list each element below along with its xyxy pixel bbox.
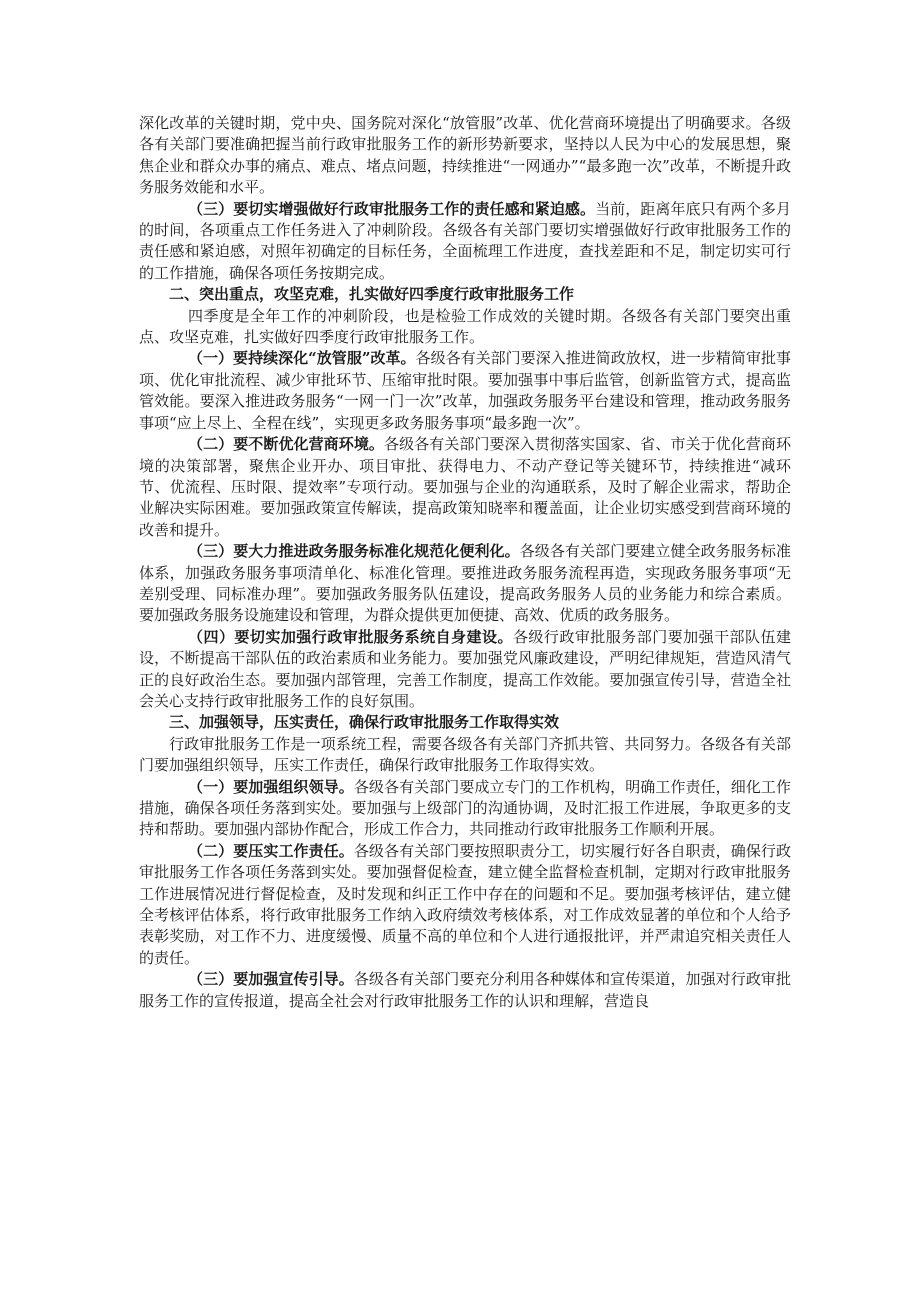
paragraph-5: [139, 434, 791, 541]
paragraph-7: [139, 627, 791, 713]
heading-text: 二、突出重点，攻坚克难，扎实做好四季度行政审批服务工作: [169, 285, 575, 304]
paragraph-text: 各级各有关部门要深入贯彻落实国家、省、市关于优化营商环境的决策部署，聚焦企业开办、项目审批、获得电力、不动产登记等关键环节，持续推进“减环节、优流程、压时限、提效率”专项行动。要加强与企业的沟通联系，及时了解企业需求，帮助企业解决实际困难。要加强政策宣传解读，提高政策知晓率和覆盖面，让企业切实感受到营商环境的改善和提升。: [139, 435, 791, 539]
paragraph-lead: （一）要加强组织领导。: [188, 777, 354, 796]
paragraph-lead: （二）要压实工作责任。: [188, 841, 354, 860]
heading-text: 三、加强领导，压实责任，确保行政审批服务工作取得实效: [169, 713, 560, 732]
paragraph-8: [139, 734, 791, 777]
paragraph-2: [139, 199, 791, 285]
paragraph-text: 各级各有关部门要建立健全政务服务标准体系，加强政务服务事项清单化、标准化管理。要推进政务服务流程再造，实现政务服务事项“无差别受理、同标准办理”。要加强政务服务队伍建设，提高政务服务人员的业务能力和综合素质。要加强政务服务设施建设和管理，为群众提供更加便捷、高效、优质的政务服务。: [139, 542, 791, 625]
paragraph-lead: （三）要加强宣传引导。: [188, 970, 354, 989]
section-heading-2: [139, 284, 791, 305]
paragraph-lead: （三）要大力推进政务服务标准化规范化便利化。: [188, 542, 520, 561]
paragraph-1: [139, 113, 791, 199]
paragraph-lead: （四）要切实加强行政审批服务系统自身建设。: [188, 627, 513, 646]
paragraph-lead: （二）要不断优化营商环境。: [188, 435, 384, 454]
paragraph-11: [139, 969, 791, 1012]
paragraph-text: 各级各有关部门要成立专门的工作机构，明确工作责任，细化工作措施，确保各项任务落到实处。要加强与上级部门的沟通协调，及时汇报工作进展，争取更多的支持和帮助。要加强内部协作配合，形成工作合力，共同推动行政审批服务工作顺利开展。: [139, 777, 791, 839]
paragraph-lead: （一）要持续深化“放管服”改革。: [188, 349, 416, 368]
paragraph-10: [139, 841, 791, 969]
paragraph-text: 各级各有关部门要深入推进简政放权，进一步精简审批事项、优化审批流程、减少审批环节、压缩审批时限。要加强事中事后监管，创新监管方式，提高监管效能。要深入推进政务服务“一网一门一次”改革，加强政务服务平台建设和管理，推动政务服务事项“应上尽上、全程在线”，实现更多政务服务事项“最多跑一次”。: [139, 349, 791, 432]
paragraph-6: [139, 541, 791, 627]
paragraph-4: [139, 348, 791, 434]
paragraph-text: 各级各有关部门要按照职责分工，切实履行好各自职责，确保行政审批服务工作各项任务落到实处。要加强督促检查，建立健全监督检查机制，定期对行政审批服务工作进展情况进行督促检查，及时发现和纠正工作中存在的问题和不足。要加强考核评估，建立健全考核评估体系，将行政审批服务工作纳入政府绩效考核体系，对工作成效显著的单位和个人给予表彰奖励，对工作不力、进度缓慢、质量不高的单位和个人进行通报批评，并严肃追究相关责任人的责任。: [139, 841, 791, 967]
paragraph-text: 各级行政审批服务部门要加强干部队伍建设，不断提高干部队伍的政治素质和业务能力。要加强党风廉政建设，严明纪律规矩，营造风清气正的良好政治生态。要加强内部管理，完善工作制度，提高工作效能。要加强宣传引导，营造全社会关心支持行政审批服务工作的良好氛围。: [139, 627, 791, 710]
paragraph-9: [139, 777, 791, 841]
document-body: [139, 113, 791, 1012]
paragraph-text: 行政审批服务工作是一项系统工程，需要各级各有关部门齐抓共管、共同努力。各级各有关部门要加强组织领导，压实工作责任，确保行政审批服务工作取得实效。: [139, 734, 791, 775]
paragraph-text: 四季度是全年工作的冲刺阶段，也是检验工作成效的关键时期。各级各有关部门要突出重点、攻坚克难，扎实做好四季度行政审批服务工作。: [139, 306, 791, 347]
paragraph-text: 当前，距离年底只有两个多月的时间，各项重点工作任务进入了冲刺阶段。各级各有关部门要切实增强做好行政审批服务工作的责任感和紧迫感，对照年初确定的目标任务，全面梳理工作进度，查找差距和不足，制定切实可行的工作措施，确保各项任务按期完成。: [139, 199, 791, 282]
paragraph-lead: （三）要切实增强做好行政审批服务工作的责任感和紧迫感。: [188, 199, 596, 218]
paragraph-text: 各级各有关部门要充分利用各种媒体和宣传渠道，加强对行政审批服务工作的宣传报道，提高全社会对行政审批服务工作的认识和理解，营造良: [139, 970, 791, 1010]
paragraph-3: [139, 306, 791, 349]
paragraph-text: 深化改革的关键时期，党中央、国务院对深化“放管服”改革、优化营商环境提出了明确要求。各级各有关部门要准确把握当前行政审批服务工作的新形势新要求，坚持以人民为中心的发展思想，聚焦企业和群众办事的痛点、难点、堵点问题，持续推进“一网通办”“最多跑一次”改革，不断提升政务服务效能和水平。: [139, 114, 791, 197]
section-heading-3: [139, 712, 791, 733]
